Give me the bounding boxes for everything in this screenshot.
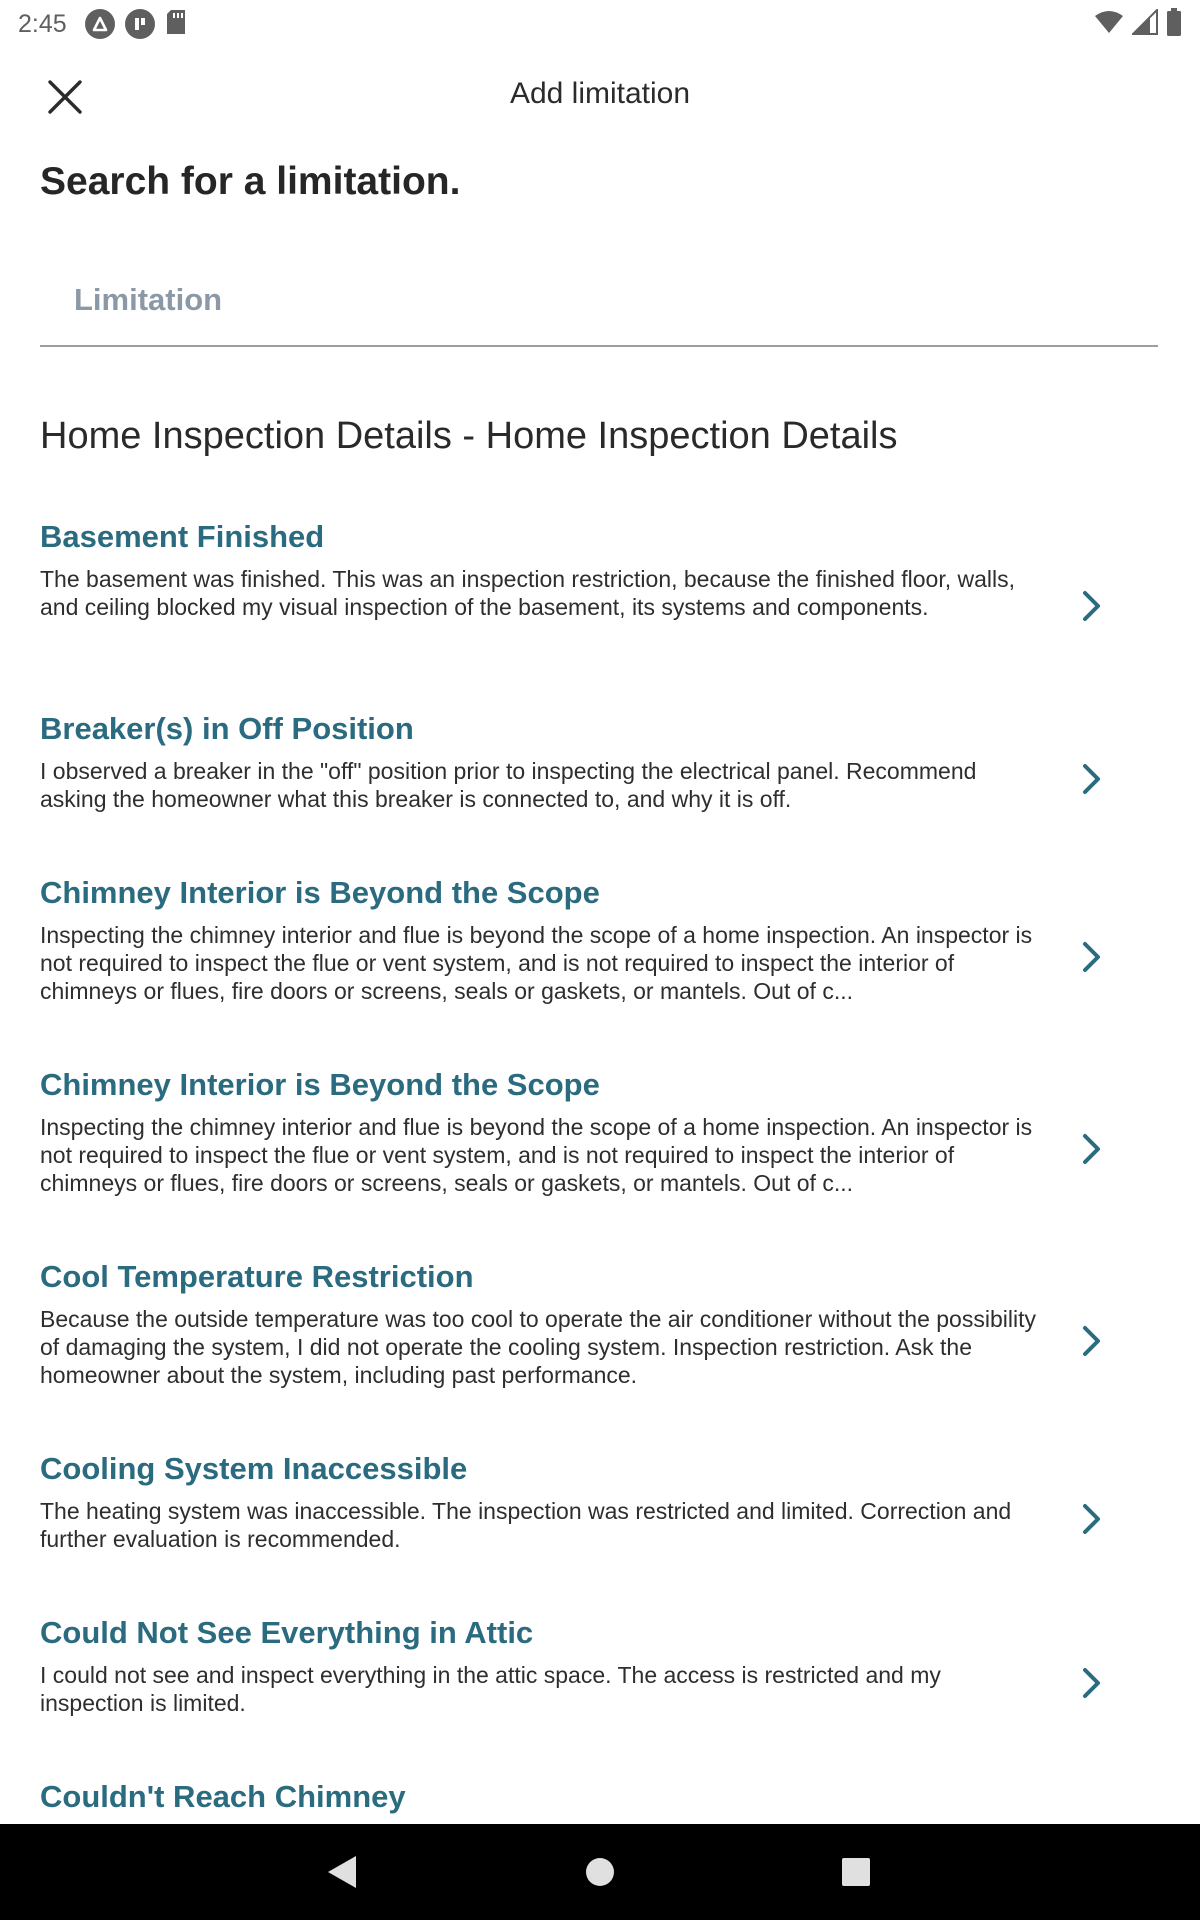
list-item[interactable]: [0, 1053, 1200, 1245]
section-title: Home Inspection Details - Home Inspection Details: [40, 415, 898, 457]
home-button[interactable]: [570, 1842, 630, 1902]
list-item[interactable]: [0, 697, 1200, 861]
chevron-right-icon: [1074, 1323, 1110, 1359]
list-item-description: Because the outside temperature was too cool to operate the air conditioner without the possibility of damaging the system, I did not operate the cooling system. Inspection restriction. Ask the homeowner about the system, including past performance.: [40, 1306, 1036, 1388]
wifi-icon: [1094, 10, 1124, 39]
chevron-right-icon: [1074, 588, 1110, 624]
limitation-list: [0, 505, 1200, 1825]
status-right: [1094, 8, 1182, 41]
chevron-right-icon: [1074, 761, 1110, 797]
list-item-title: Cool Temperature Restriction: [40, 1259, 474, 1294]
chevron-right-icon: [1074, 939, 1110, 975]
back-triangle-icon: [326, 1854, 358, 1890]
list-item-title: Basement Finished: [40, 519, 325, 554]
list-item-title: Chimney Interior is Beyond the Scope: [40, 875, 600, 910]
app-bar: [0, 48, 1200, 140]
system-nav-bar: [0, 1824, 1200, 1920]
list-item-title: Could Not See Everything in Attic: [40, 1615, 534, 1650]
recents-button[interactable]: [826, 1842, 886, 1902]
list-item-title: Couldn't Reach Chimney: [40, 1779, 406, 1814]
home-circle-icon: [585, 1857, 615, 1887]
list-item-title: Breaker(s) in Off Position: [40, 711, 414, 746]
p-notification-icon: [125, 9, 155, 39]
list-item[interactable]: [0, 1437, 1200, 1601]
page-title: Add limitation: [509, 77, 691, 110]
list-item[interactable]: [0, 1245, 1200, 1437]
chevron-right-icon: [1074, 1501, 1110, 1537]
list-item-description: The basement was finished. This was an inspection restriction, because the finished floor, walls, and ceiling blocked my visual inspection of the basement, its systems and components.: [40, 566, 1016, 620]
status-bar: [0, 0, 1200, 48]
list-item-description: I observed a breaker in the "off" position prior to inspecting the electrical panel. Recommend asking the homeowner what this breaker is connected to, and why it is off.: [40, 758, 977, 812]
list-item[interactable]: [0, 861, 1200, 1053]
signal-icon: [1132, 9, 1158, 40]
search-heading: Search for a limitation.: [40, 160, 461, 203]
back-button[interactable]: [312, 1842, 372, 1902]
list-item[interactable]: [0, 1601, 1200, 1765]
sd-card-icon: [165, 9, 187, 40]
list-item-title: Chimney Interior is Beyond the Scope: [40, 1067, 600, 1102]
battery-icon: [1166, 8, 1182, 41]
recents-square-icon: [841, 1857, 871, 1887]
list-item-description: The heating system was inaccessible. The inspection was restricted and limited. Correction and further evaluation is recommended.: [40, 1498, 1012, 1552]
list-item-description: I could not see and inspect everything in the attic space. The access is restricted and my inspection is limited.: [40, 1662, 941, 1716]
limitation-search-input[interactable]: [40, 255, 1158, 347]
list-item[interactable]: [0, 505, 1200, 697]
chevron-right-icon: [1074, 1665, 1110, 1701]
list-item-description: Inspecting the chimney interior and flue is beyond the scope of a home inspection. An inspector is not required to inspect the flue or vent system, and is not required to inspect the interior of chimneys or flues, fire doors or screens, seals or gaskets, or mantels. Out of c...: [40, 1114, 1033, 1196]
status-left: [18, 9, 187, 40]
list-item-title: Cooling System Inaccessible: [40, 1451, 468, 1486]
status-time: 2:45: [18, 9, 67, 38]
list-item-description: Inspecting the chimney interior and flue is beyond the scope of a home inspection. An inspector is not required to inspect the flue or vent system, and is not required to inspect the interior of chimneys or flues, fire doors or screens, seals or gaskets, or mantels. Out of c...: [40, 922, 1033, 1004]
a-notification-icon: [85, 9, 115, 39]
chevron-right-icon: [1074, 1131, 1110, 1167]
list-item[interactable]: [0, 1765, 1200, 1825]
